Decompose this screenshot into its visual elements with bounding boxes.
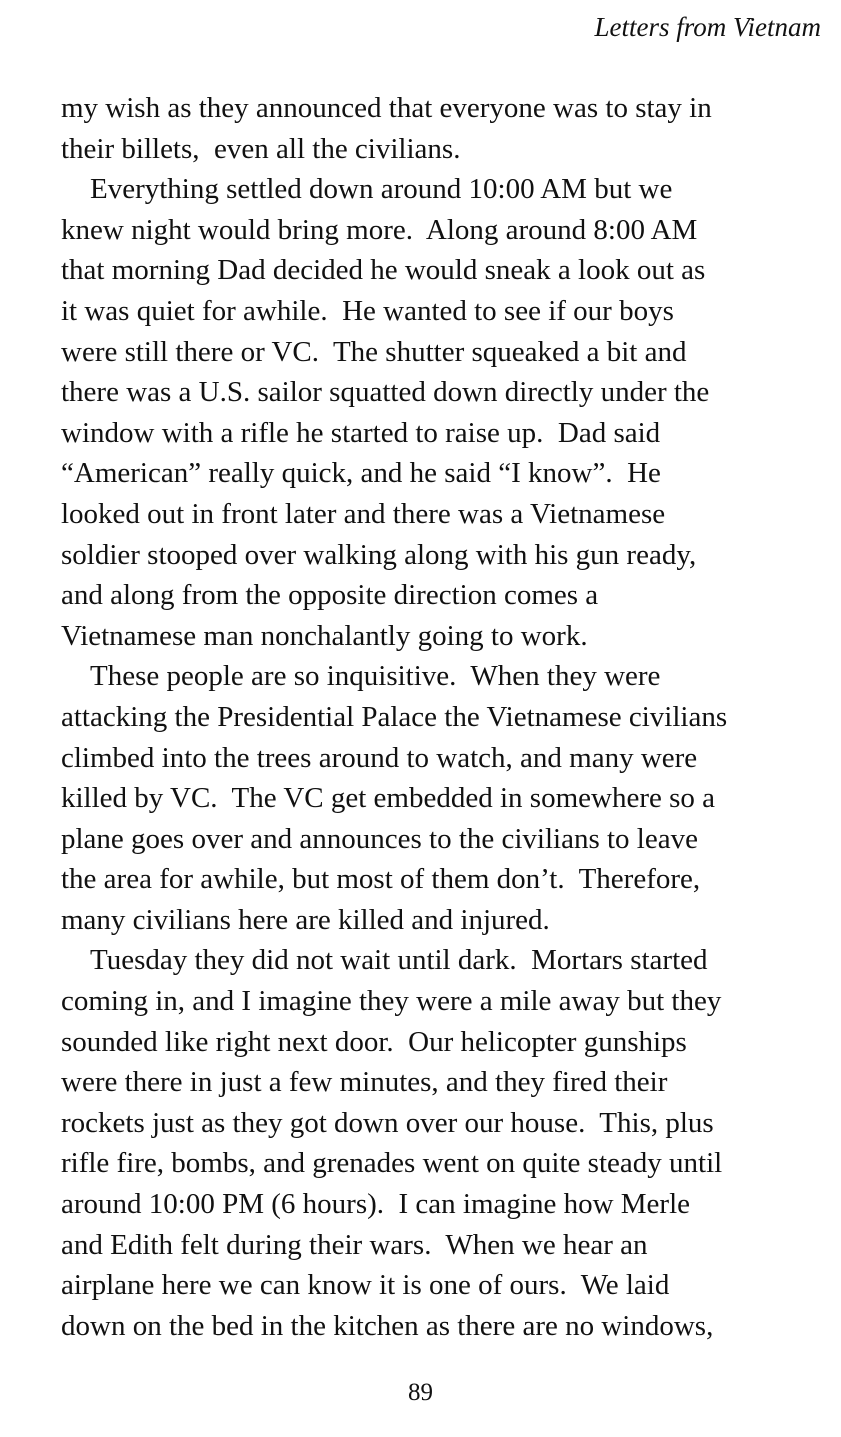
text-line: the area for awhile, but most of them don’t. Therefore, <box>61 863 701 896</box>
running-head: Letters from Vietnam <box>594 12 821 42</box>
text-line: around 10:00 PM (6 hours). I can imagine how Merle <box>61 1188 691 1221</box>
text-line: climbed into the trees around to watch, and many were <box>61 741 698 774</box>
text-line: Everything settled down around 10:00 AM but we <box>90 173 673 206</box>
text-line: Vietnamese man nonchalantly going to work. <box>61 619 588 652</box>
text-line: coming in, and I imagine they were a mile away but they <box>61 985 722 1018</box>
text-line: down on the bed in the kitchen as there are no windows, <box>61 1309 714 1342</box>
text-line: my wish as they announced that everyone was to stay in <box>61 92 712 124</box>
text-line: plane goes over and announces to the civilians to leave <box>61 822 698 855</box>
text-line: were still there or VC. The shutter squeaked a bit and <box>61 335 687 368</box>
text-line: it was quiet for awhile. He wanted to see if our boys <box>61 294 674 327</box>
text-line: knew night would bring more. Along around 8:00 AM <box>61 213 698 246</box>
text-line: and along from the opposite direction comes a <box>61 579 599 612</box>
text-line: killed by VC. The VC get embedded in somewhere so a <box>61 782 716 815</box>
text-line: there was a U.S. sailor squatted down directly under the <box>61 376 710 409</box>
text-line: soldier stooped over walking along with his gun ready, <box>61 538 697 571</box>
text-line: window with a rifle he started to raise up. Dad said <box>61 416 661 449</box>
page-number: 89 <box>408 1379 433 1406</box>
text-line: many civilians here are killed and injured. <box>61 903 550 936</box>
text-line: were there in just a few minutes, and they fired their <box>61 1066 668 1099</box>
text-line: attacking the Presidential Palace the Vietnamese civilians <box>61 700 728 733</box>
text-line: that morning Dad decided he would sneak a look out as <box>61 254 706 287</box>
text-line: These people are so inquisitive. When they were <box>90 660 661 693</box>
text-line: their billets, even all the civilians. <box>61 132 461 165</box>
text-line: rockets just as they got down over our house. This, plus <box>61 1106 714 1139</box>
text-line: rifle fire, bombs, and grenades went on quite steady until <box>61 1147 723 1180</box>
text-line: “American” really quick, and he said “I know”. He <box>61 457 661 490</box>
text-line: airplane here we can know it is one of ours. We laid <box>61 1269 670 1302</box>
text-line: Tuesday they did not wait until dark. Mortars started <box>90 944 708 977</box>
text-line: and Edith felt during their wars. When we hear an <box>61 1228 648 1261</box>
text-line: looked out in front later and there was a Vietnamese <box>61 497 666 530</box>
body-text <box>61 88 841 1346</box>
text-line: sounded like right next door. Our helicopter gunships <box>61 1025 687 1058</box>
